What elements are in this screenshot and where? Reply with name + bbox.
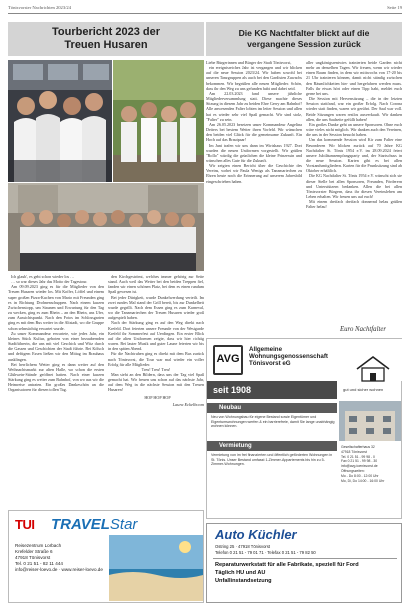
left-title-line1: Tourbericht 2023 der [52, 26, 160, 38]
paragraph: Treu! Treu! Treu! [141, 366, 171, 372]
paragraph: ein ereignisreiches Jahr ist vergangen und wir blicken auf die neue Session 2023/24. Wir haben sowohl bei unseren Tanzgruppen als auch bei den Gardisten Zuwachs bekommen. Wir begrüßen alle neuen Mitglieder. Schön, dass ihr den Weg zu uns gefunden habt und dabei seid. [206, 65, 302, 91]
paragraph: Nach der Stärkung ging es auf den Weg direkt nach Krefeld. Dort feierten unsere Freunde von der Westgarde Krefeld ihr Sommerfest auf Uerdingen. Ein erster Blick auf die alten Uniformen zeigte, dass wir hier richtig waren. Bei lauter Musik und guter Laune feierten wir bis in den späten Abend. [108, 320, 204, 352]
kuechler-service-1: Reparaturwerkstatt für alle Fabrikate, speziell für Ford [215, 562, 359, 568]
travel-text: TRAVEL [51, 516, 110, 533]
kuechler-service-2: Täglich HU und AU [215, 570, 266, 576]
contact-line: Mo, Di, Do 14:00 - 16:00 Uhr [341, 478, 385, 483]
paragraph: Die Session mit Hervensitzung – die in der letzten Session stattfand, war ein großer Erfolg. Nach Corona wieder statt finden, waren wir gerührt. Der Saal war voll. Beide Sitzungen waren restlos ausverkauft. Wir danken allen, die uns Saalseite gefüllt haben! [306, 96, 402, 122]
tui-line: info@reiser-loevo.de · www.reiser-loevo.de [15, 567, 103, 572]
paragraph: Um das kommende Session wird Kir zum Falter eine Besonderen Wir blicken zurück auf 70 Jahre KG Nachtfalter St. Tönis 1954 e.V. im 28.09.2024 feiert unsere Jubiläumsempfangsparty und, der Startschuss in die neue Session. Karten gibt es bei allen Vorstandsmitgliedern. Karten für die Prunksitzung sind ab Oktober erhältlich. [306, 137, 402, 174]
paragraph: Bei herrlichem Wetter ging es dann weiter auf den Weihnachtsmarkt zur alten Halle, wo schon die ersten Glühwein-Stände geöffnet hatten. Nach einer kurzen Stärkung ging es weiter zum Bahnhof, von wo aus wir die Heimreise antraten. Ein großes Dankeschön an die Organisatoren für diesen tollen Tag. [8, 361, 104, 393]
auto-kuechler-ad [206, 523, 402, 603]
contact-line: Fax 0 21 51 - 99 98 - 30 [341, 459, 378, 464]
tui-line: Tel. 0 21 51 - 82 11 444 [15, 561, 63, 566]
tui-line: Krefelder Straße 6 [15, 549, 53, 554]
paragraph: Wir zeigten einen Bericht über die Geschichte des Vereins, wobei wir Paula Wenigs als Tanzmariechen zu Ehren heute noch die Erinnerung auf unserem Jahresbild eingeschrieben haben. [206, 163, 302, 184]
group-photo-green [113, 60, 204, 182]
paragraph: Im Juni trafen wir uns dann im Wirtshaus 1927. Dort wurden die neuen Uniformen vorgestellt. Wir grüßen "Rollo" würdig die grünlichen die kleine Prinzessin und wünschen alles Gute für die Zukunft. [206, 142, 302, 163]
avg-logo [213, 345, 243, 375]
paragraph: den Kirchgeströmt, welches immer gehörig zur Seite stand. Auch weil das Wetter bei den beiden Treppen fiel, fanden wir einen schönen Platz, bei dem es einen rundum Spaß gewesen ist. [108, 274, 204, 295]
avg-vermietung-text: Vermietung von im frei finanzierten und öffentlich geförderten Wohnungen in St. Tönis. Unser Bestand umfasst 1-Zimmer-Appartements bis hin zu 5-Zimmer-Wohnungen. [211, 453, 333, 467]
vermietung-label-text: Vermietung [219, 443, 252, 449]
paragraph: … so war dieses Jahr das Motto der Tagestour. [11, 279, 88, 285]
avg-name [249, 346, 328, 367]
kuechler-service-3: Unfallinstandsetzung [215, 578, 272, 584]
tui-line: 47918 Tönisvorst [15, 555, 51, 560]
paragraph: Die KG Nachtfalter St. Tönis 1954 e.V. wünscht sich sie dieser Stelle bei allen Sponsoren, Freunden, Förderern und Unterstützern bedanken. Allen die bei allen Tönisvorster Bürgern, dass ihr diesen Vereinsleben am Leben erhalten. Wir freuen uns auf euch! [306, 173, 402, 200]
left-title-line2: Treuen Husaren [64, 39, 148, 51]
paragraph: Für die Nachtruhen ging es direkt mit dem Bus zurück nach Tönisvorst, die Tour war mal wieder ein voller Erfolg für alle Mitglieder. [108, 351, 204, 367]
avg-name-line: Allgemeine [249, 346, 283, 353]
kuechler-name: Auto Küchler [215, 527, 297, 542]
paragraph: Zu unser Kommandeur erwartete, wie jedes Jahr, ein kleines Stück Kultur, geboten von einer bezaubernden Stadtführerin, die uns mit viel Geschick und Witz durch die Gassen und Geschichten der Stadt führte. Bei Kölsch und deftigem Essen ließen wir den Mittag im Brauhaus ausklingen. [8, 330, 104, 362]
tui-address [15, 543, 103, 573]
left-signature: Laura Eckelboom [172, 401, 204, 407]
paragraph: Ich glaub', es geht schon wieder los … [11, 274, 75, 279]
header-left: Tönisvorster Nachrichten 2023/24 [8, 5, 72, 10]
paragraph: Am 09.09.2023 ging es für die Mitglieder von den Treuen Husaren wieder los. Mit Koffer, Löffel und einem super großen Pizza-Kuchen von Mario mit Freunden ging es in Richtung Drohnenschuppen. Nach einem kurzen Zwischenstopp, um Staunen und Erwartung für den Tag zu wecken, ging es zum Rhein – an den Rhein, ans Ufer, zum Aussichtspunkt. Nach den Fotos im Schlossgarten ging es mit dem Bus weiter in die Altstadt, wo die Gruppe schon sehnsüchtig erwartet wurde. [8, 284, 104, 331]
avg-tagline: gut und sicher wohnen [343, 387, 384, 392]
right-article-col2 [306, 60, 402, 316]
contact-line: info@avg-toenisvorst.de [341, 464, 378, 469]
contact-line: Mo - Do 8:00 - 12:00 Uhr [341, 473, 379, 478]
avg-neubau-label [207, 403, 337, 413]
right-title-line1: Die KG Nachtfalter blickt auf die [238, 28, 370, 38]
avg-contact [341, 445, 401, 483]
neubau-label-text: Neubau [219, 405, 242, 411]
divider [213, 558, 397, 559]
left-article-col1 [8, 274, 104, 504]
kuechler-phone: Telefon 0 21 51 - 79 01 71 · Telefax 0 21 51 - 79 82 50 [215, 550, 316, 555]
tui-photo [109, 535, 203, 601]
tui-line: Reisezentrum Lorbach [15, 543, 62, 548]
paragraph: Ein großes Danke geht an unsere Sponsoren. Ohne euch wäre vieles nicht möglich. Wir danken auch den Vereinen, die uns in der Session besucht haben. [306, 121, 402, 138]
paragraph: Man sieht an den Bildern, dass uns der Tag viel Spaß gemacht hat. Wir freuen uns schon auf das nächste Jahr, auf dem Weg in die nächste Session mit den Treuen Husaren! [108, 371, 204, 393]
star-text: Star [109, 516, 138, 533]
avg-house-icon [353, 353, 393, 388]
paragraph: aller ungkönigsrentwies trainierten beide Garden nicht mehr an denselben Tagen. Wir freuen, wenn wir wieder einen Raum finden, in dem wir mittwochs von 17-20 bis 21 Uhr trainieren können, damit nicht ständig zwischen den Räumlichkeiten hin- und hergefahren werden muss. Falls ihr etwas hört oder einen Tipp habt, meldet euch gerne bei uns. [306, 60, 402, 96]
group-photo-street [8, 183, 204, 271]
right-title-box [206, 22, 402, 56]
tui-logo [15, 517, 34, 532]
hop-line: HOP HOP HOP [144, 394, 171, 400]
right-title-line2: vergangene Session zurück [247, 39, 361, 49]
avg-since-bar [207, 381, 337, 399]
tui-logo-text: TUI [15, 517, 35, 532]
right-signature: Euro Nachtfalter [340, 326, 387, 333]
avg-photo [339, 401, 401, 441]
avg-ad [206, 338, 402, 519]
group-photo-bus [8, 60, 112, 182]
avg-vermietung-label [207, 441, 337, 451]
paragraph: Bei jeder Dürigkeit, wurde Dunkelwerdung verteilt. Im zwei rundes Mal stand der Grill bereit, bis zur Dunkelheit wurde gegrillt. Nach dem Essen ging es zum Karneval, wo die Tanzmariechen der Treuen Husaren wieder groß aufgespielt haben. [108, 294, 204, 321]
right-article-col1 [206, 60, 302, 316]
avg-name-line: Tönisvorst eG [249, 360, 291, 367]
contact-line: Tel. 0 21 51 - 99 98 - 0 [341, 454, 375, 459]
page-number: Seite 19 [387, 5, 402, 10]
kuechler-address: Ostring 25 · 47918 Tönisvorst [215, 544, 271, 549]
left-article-col2 [108, 274, 204, 504]
avg-logo-text: AVG [216, 353, 240, 365]
avg-since: seit 1908 [213, 385, 252, 395]
travel-star-logo [51, 516, 137, 533]
contact-line: 47918 Tönisvorst [341, 449, 367, 454]
tui-travel-star-ad [8, 510, 204, 603]
paragraph: Mit einem dreifach dreifach donnernd helau grüßen Falter helau! [306, 199, 402, 210]
contact-line: Öffnungszeiten: [341, 468, 365, 473]
contact-line: Gesellschafterhaus 32 [341, 445, 375, 449]
paragraph: Am 26.05.2023 besetzen unser Kommandeur Angelina Deiters bei bestem Wetter ihren Vorfeld. Wir wünschen den beiden viel Glück für die gemeinsame Zukunft. Ein Hoch auf das Brautpaar! [206, 121, 302, 143]
paragraph: Liebe Bürgerinnen und Bürger der Stadt Tönisvorst, [206, 60, 292, 65]
avg-neubau-text: Neu von Wohnungsbau für eigene Bestand sowie Eigentümer und Eigentumswohnungen werfen & ein barrierefreie, damit Sie lange unabhängig wohnen können. [211, 415, 335, 429]
page-header [8, 5, 402, 14]
left-title-box [8, 22, 204, 56]
paragraph: Am 22.03.2023 fand unsere jährliche Mitgliederversammlung statt. Diese machte dieses Sitzung in diesem Jahr zu beiden Ehre Gerry am Bahnhof! Alle anwesenden Falter lobten im leiter Session und allen hat es wieder sehr viel Spaß gemacht. Wir sind stolz, "Falter" zu sein. [206, 90, 302, 122]
avg-name-line: Wohnungsgenossenschaft [249, 353, 328, 360]
